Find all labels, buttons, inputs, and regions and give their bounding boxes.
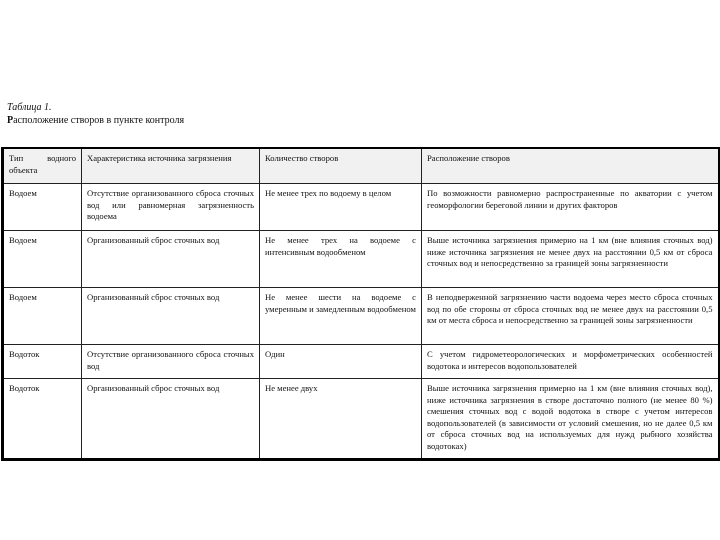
cell-pollution-source: Организованный сброс сточных вод: [82, 288, 260, 345]
cell-section-count: Не менее двух: [260, 379, 422, 460]
header-section-location: Расположение створов: [422, 148, 719, 184]
table-header-row: [3, 148, 719, 184]
cell-section-count: Один: [260, 345, 422, 379]
cell-section-count: Не менее трех на водоеме с интенсивным водообменом: [260, 231, 422, 288]
table-row: [3, 231, 719, 288]
table-caption: [7, 101, 184, 127]
table-title-rest: асположение створов в пункте контроля: [13, 115, 185, 126]
header-water-body-type: Тип водного объекта: [3, 148, 82, 184]
cell-water-body-type: Водоток: [3, 345, 82, 379]
cell-section-location: В неподверженной загрязнению части водоема через место сброса сточных вод по обе стороны от сброса сточных вод не менее двух на расстоянии 0,5 км от места сброса и непосредственно за границей зоны загрязненности: [422, 288, 719, 345]
cell-section-location: Выше источника загрязнения примерно на 1 км (вне влияния сточных вод) ниже источника загрязнения не менее двух на расстоянии 0,5 км от сброса сточных вод и непосредственно за границей зоны загрязненности: [422, 231, 719, 288]
table-number: Таблица 1.: [7, 102, 52, 113]
table-row: [3, 288, 719, 345]
cell-water-body-type: Водоем: [3, 231, 82, 288]
cell-water-body-type: Водоем: [3, 288, 82, 345]
cell-water-body-type: Водоем: [3, 184, 82, 231]
header-section-count: Количество створов: [260, 148, 422, 184]
table-title-initial: Р: [7, 115, 14, 126]
cell-pollution-source: Организованный сброс сточных вод: [82, 231, 260, 288]
cell-section-count: Не менее трех по водоему в целом: [260, 184, 422, 231]
table-row: [3, 184, 719, 231]
cell-pollution-source: Отсутствие организованного сброса сточных вод: [82, 345, 260, 379]
cell-pollution-source: Отсутствие организованного сброса сточных вод или равномерная загрязненность водоема: [82, 184, 260, 231]
cell-section-location: С учетом гидрометеорологических и морфометрических особенностей водотока и интересов водопользователей: [422, 345, 719, 379]
cell-pollution-source: Организованный сброс сточных вод: [82, 379, 260, 460]
cell-section-count: Не менее шести на водоеме с умеренным и замедленным водообменом: [260, 288, 422, 345]
table-row: [3, 379, 719, 460]
cell-section-location: По возможности равномерно распространенные по акватории с учетом геоморфологии береговой линии и других факторов: [422, 184, 719, 231]
cell-water-body-type: Водоток: [3, 379, 82, 460]
table-title: [7, 114, 184, 127]
cell-section-location: Выше источника загрязнения примерно на 1 км (вне влияния сточных вод), ниже источника загрязнения в створе достаточно полного (не менее 80 %) смешения сточных вод с водой водотока в створе с учетом интересов водопользователей (в зависимости от условий смешения, но не далее 0,5 км от сброса сточных вод на используемых для нужд рыбного хозяйства водотоках): [422, 379, 719, 460]
monitoring-sections-table: [1, 147, 720, 461]
header-pollution-source: Характеристика источника загрязнения: [82, 148, 260, 184]
table-row: [3, 345, 719, 379]
